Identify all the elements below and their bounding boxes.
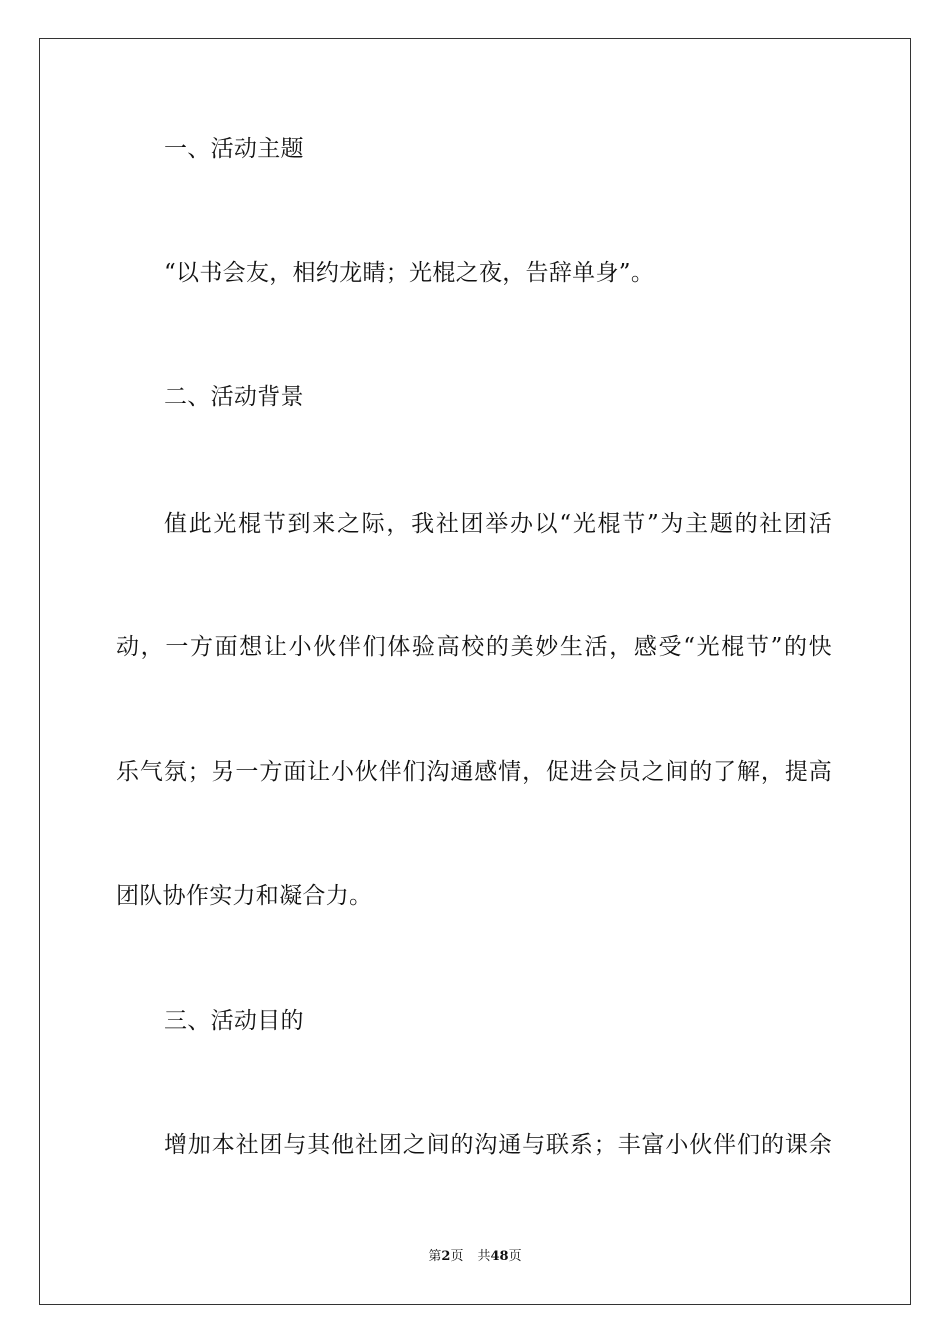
purpose-line-1: 增加本社团与其他社团之间的沟通与联系；丰富小伙伴们的课余 <box>164 1132 832 1158</box>
page-footer <box>0 1248 950 1266</box>
footer-total-prefix: 共 <box>477 1249 491 1264</box>
footer-total-pages: 48 <box>490 1249 509 1264</box>
footer-page-suffix: 页 <box>450 1249 464 1264</box>
background-line-2: 动，一方面想让小伙伴们体验高校的美妙生活，感受“光棍节”的快 <box>116 634 832 660</box>
section-heading-purpose: 三、活动目的 <box>164 1008 304 1034</box>
section-heading-theme: 一、活动主题 <box>164 136 304 162</box>
footer-page-number: 2 <box>441 1249 451 1264</box>
footer-page-prefix: 第 <box>428 1249 442 1264</box>
background-line-3: 乐气氛；另一方面让小伙伴们沟通感情，促进会员之间的了解，提高 <box>116 759 832 785</box>
background-line-1: 值此光棍节到来之际，我社团举办以“光棍节”为主题的社团活 <box>164 511 832 537</box>
footer-total-suffix: 页 <box>508 1249 522 1264</box>
section-heading-background: 二、活动背景 <box>164 384 304 410</box>
background-line-4: 团队协作实力和凝合力。 <box>116 883 373 909</box>
page-border <box>39 38 911 1305</box>
theme-paragraph: “以书会友，相约龙睛；光棍之夜，告辞单身”。 <box>164 260 655 286</box>
